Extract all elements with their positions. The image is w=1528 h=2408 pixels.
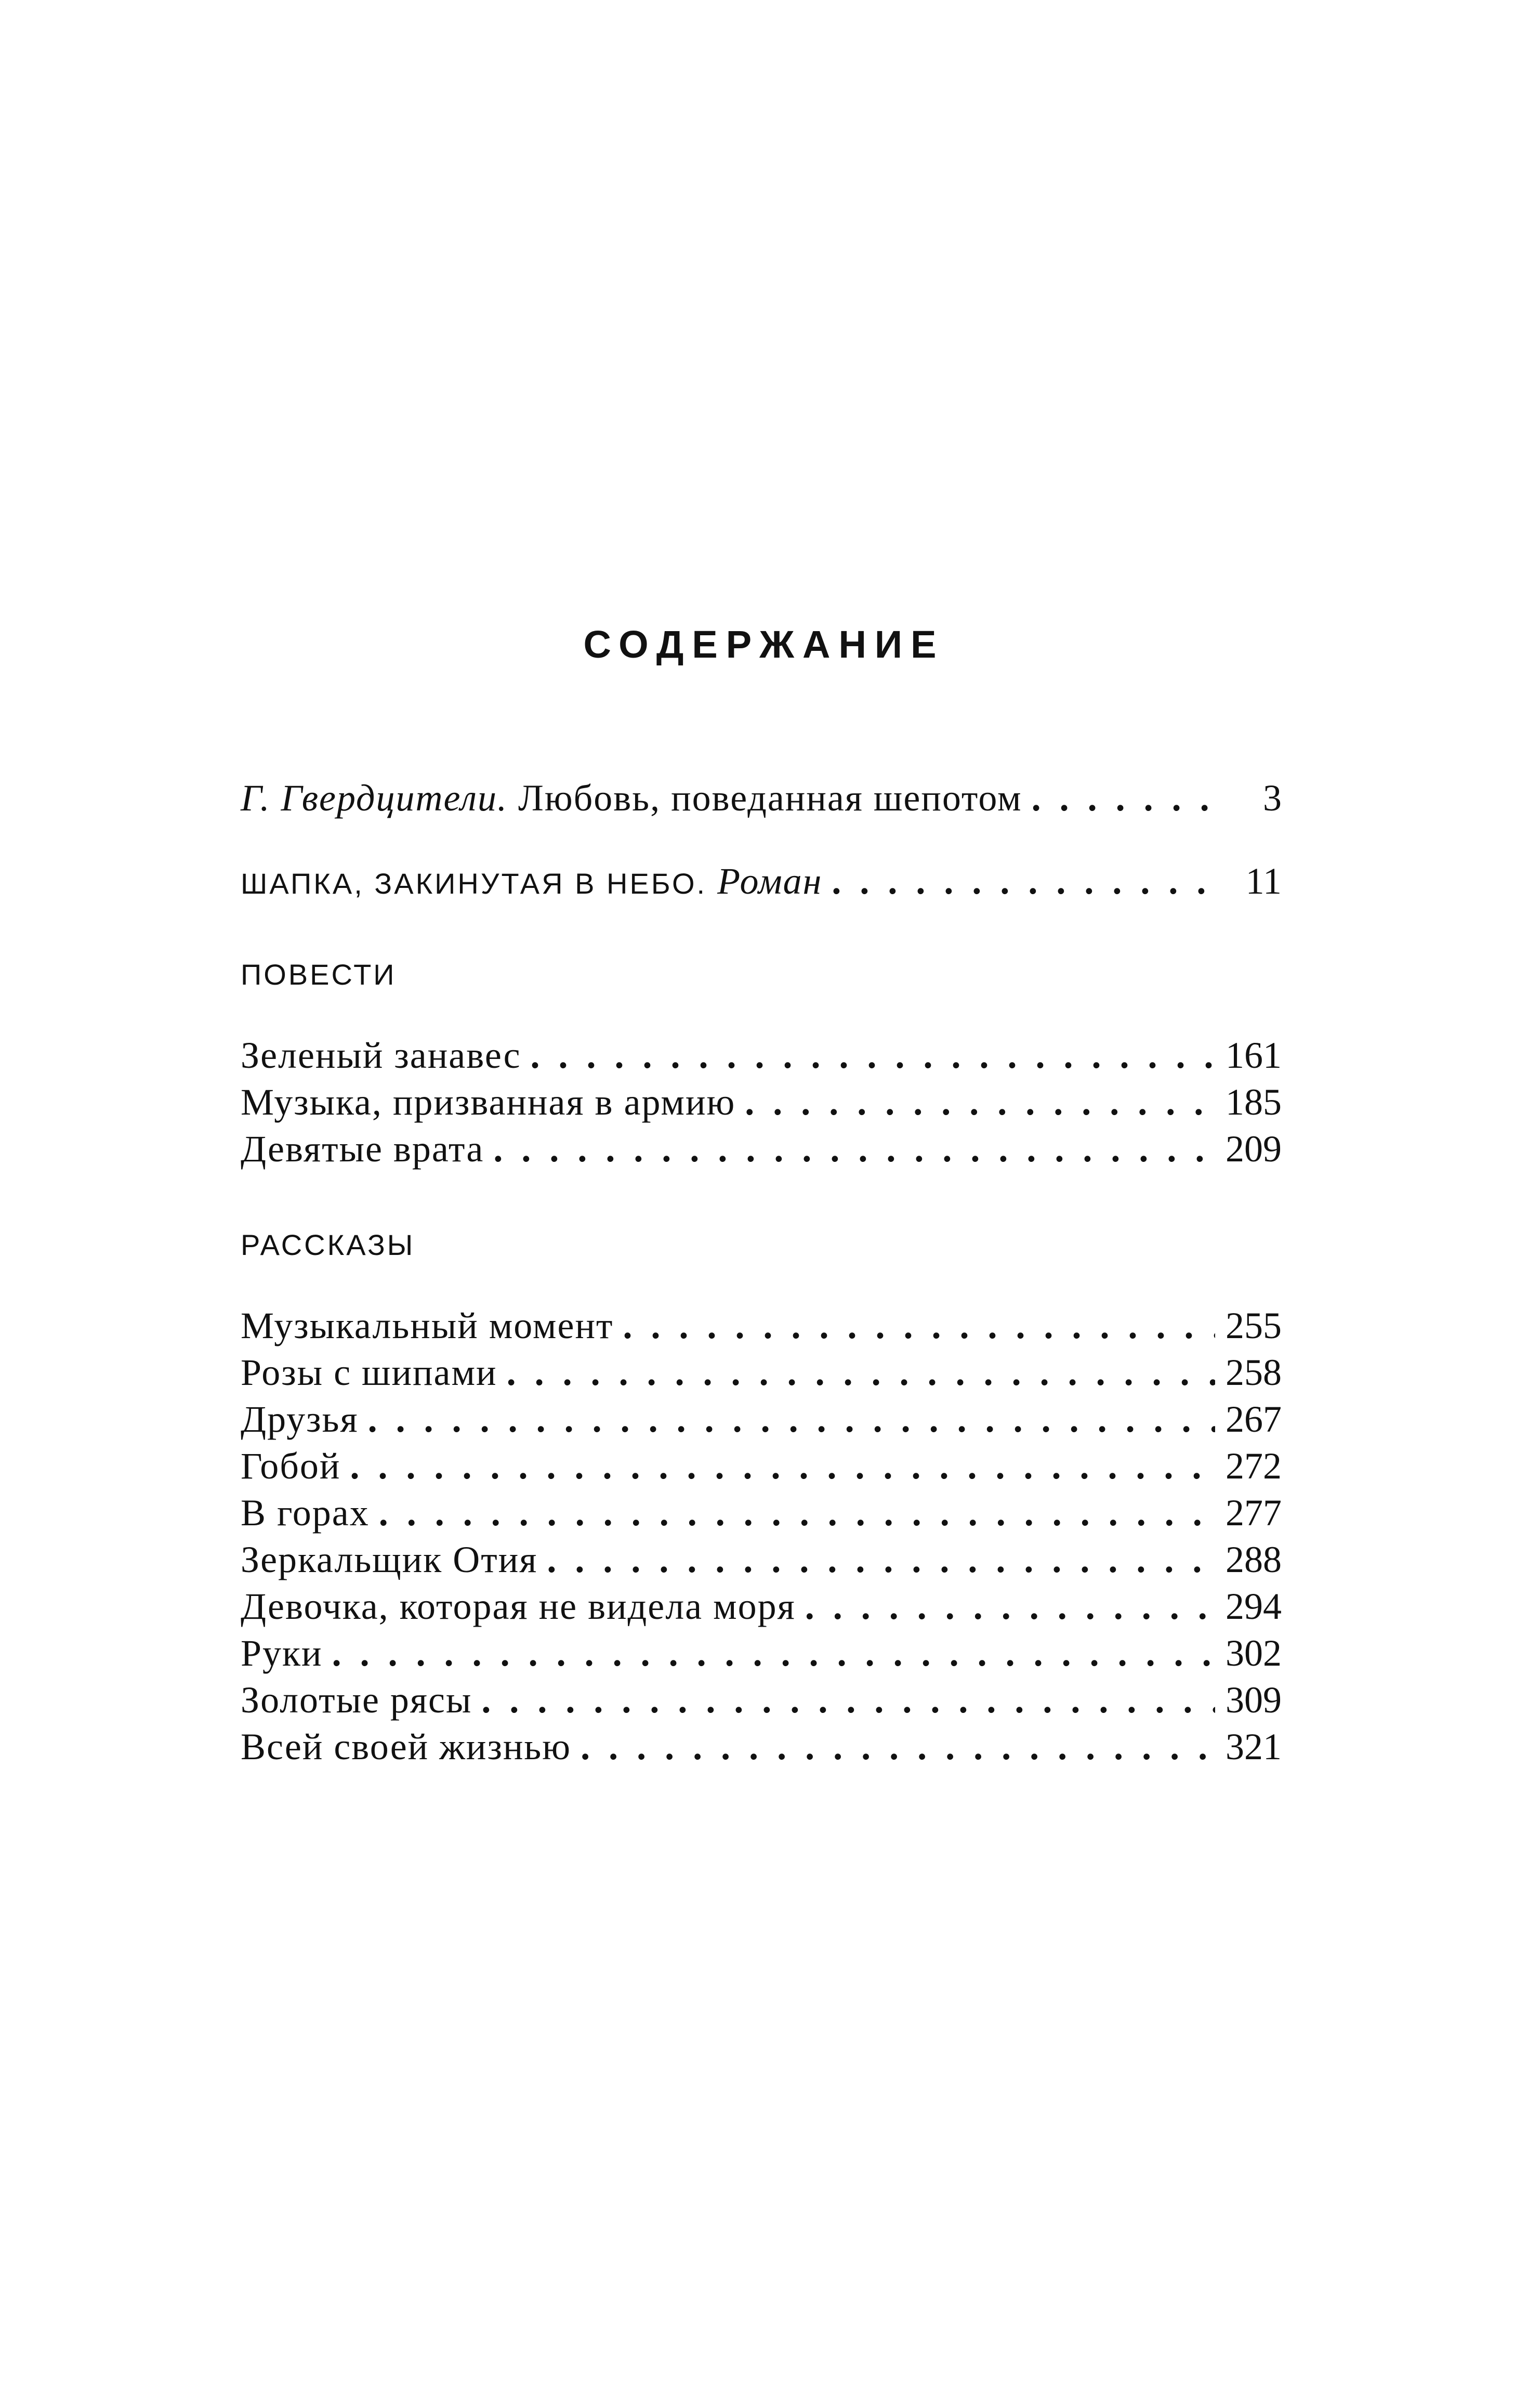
page-number: 255 [1226, 1305, 1282, 1346]
toc-entry-label: Зеленый занавес [241, 1035, 521, 1076]
dot-leader [379, 1489, 1215, 1536]
intro-title: Любовь, поведанная шепотом [518, 777, 1022, 819]
novel-genre: Роман [717, 860, 823, 902]
dot-leader [350, 1443, 1215, 1489]
toc-entry [241, 1126, 1282, 1172]
toc-entry-label: Девятые врата [241, 1128, 484, 1170]
toc-entry-label: Розы с шипами [241, 1352, 497, 1393]
page-number: 309 [1226, 1679, 1282, 1721]
dot-leader [507, 1349, 1215, 1396]
toc-intro [241, 775, 1282, 821]
page-number: 3 [1263, 777, 1282, 819]
page-number: 288 [1226, 1539, 1282, 1580]
dot-leader [1032, 775, 1215, 821]
dot-leader [623, 1302, 1215, 1349]
toc-novel [241, 858, 1282, 905]
toc-entry [241, 1349, 1282, 1396]
dot-leader [332, 1630, 1215, 1677]
page-number: 161 [1226, 1035, 1282, 1076]
toc-entry [241, 1630, 1282, 1677]
section-heading-stories: РАССКАЗЫ [241, 1228, 415, 1261]
toc-entry [241, 1723, 1282, 1770]
page-number: 277 [1226, 1492, 1282, 1534]
toc-entry [241, 1032, 1282, 1079]
toc-entry-label: Золотые рясы [241, 1679, 472, 1721]
contents-title: СОДЕРЖАНИЕ [583, 623, 945, 666]
toc-entry [241, 858, 1282, 905]
toc-entry-label: Музыка, призванная в армию [241, 1081, 736, 1123]
page-number: 294 [1226, 1586, 1282, 1627]
toc-entry-label: В горах [241, 1492, 370, 1534]
toc-entry-label: Девочка, которая не видела моря [241, 1586, 796, 1627]
toc-entry [241, 1396, 1282, 1443]
page-number: 185 [1226, 1081, 1282, 1123]
dot-leader [547, 1536, 1215, 1583]
toc-entry [241, 1443, 1282, 1489]
toc-entry-label [241, 858, 822, 907]
toc-novellas [241, 1032, 1282, 1172]
page-number: 267 [1226, 1398, 1282, 1440]
toc-entry [241, 1489, 1282, 1536]
page-number: 258 [1226, 1352, 1282, 1393]
dot-leader [368, 1396, 1215, 1443]
toc-entry [241, 1583, 1282, 1630]
section-heading-novellas: ПОВЕСТИ [241, 958, 397, 991]
toc-entry-label: Гобой [241, 1445, 341, 1487]
toc-entry-label: Зеркальщик Отия [241, 1539, 538, 1580]
toc-entry-label: Друзья [241, 1398, 359, 1440]
toc-entry [241, 1079, 1282, 1126]
dot-leader [493, 1126, 1215, 1172]
dot-leader [481, 1677, 1215, 1723]
dot-leader [581, 1723, 1215, 1770]
page-number: 11 [1245, 860, 1282, 902]
dot-leader [531, 1032, 1215, 1079]
page-number: 302 [1226, 1632, 1282, 1674]
toc-entry-label [241, 775, 1022, 821]
dot-leader [832, 858, 1215, 905]
dot-leader [745, 1079, 1215, 1126]
intro-author: Г. Гвердцители. [241, 777, 508, 819]
toc-entry-label: Музыкальный момент [241, 1305, 614, 1346]
page-number: 272 [1226, 1445, 1282, 1487]
toc-entry-label: Руки [241, 1632, 323, 1674]
toc-entry [241, 1302, 1282, 1349]
toc-entry [241, 775, 1282, 821]
toc-entry [241, 1536, 1282, 1583]
page-number: 209 [1226, 1128, 1282, 1170]
toc-stories [241, 1302, 1282, 1770]
toc-entry [241, 1677, 1282, 1723]
novel-title: ШАПКА, ЗАКИНУТАЯ В НЕБО. [241, 867, 707, 900]
toc-entry-label: Всей своей жизнью [241, 1726, 572, 1768]
dot-leader [805, 1583, 1215, 1630]
page-number: 321 [1226, 1726, 1282, 1768]
